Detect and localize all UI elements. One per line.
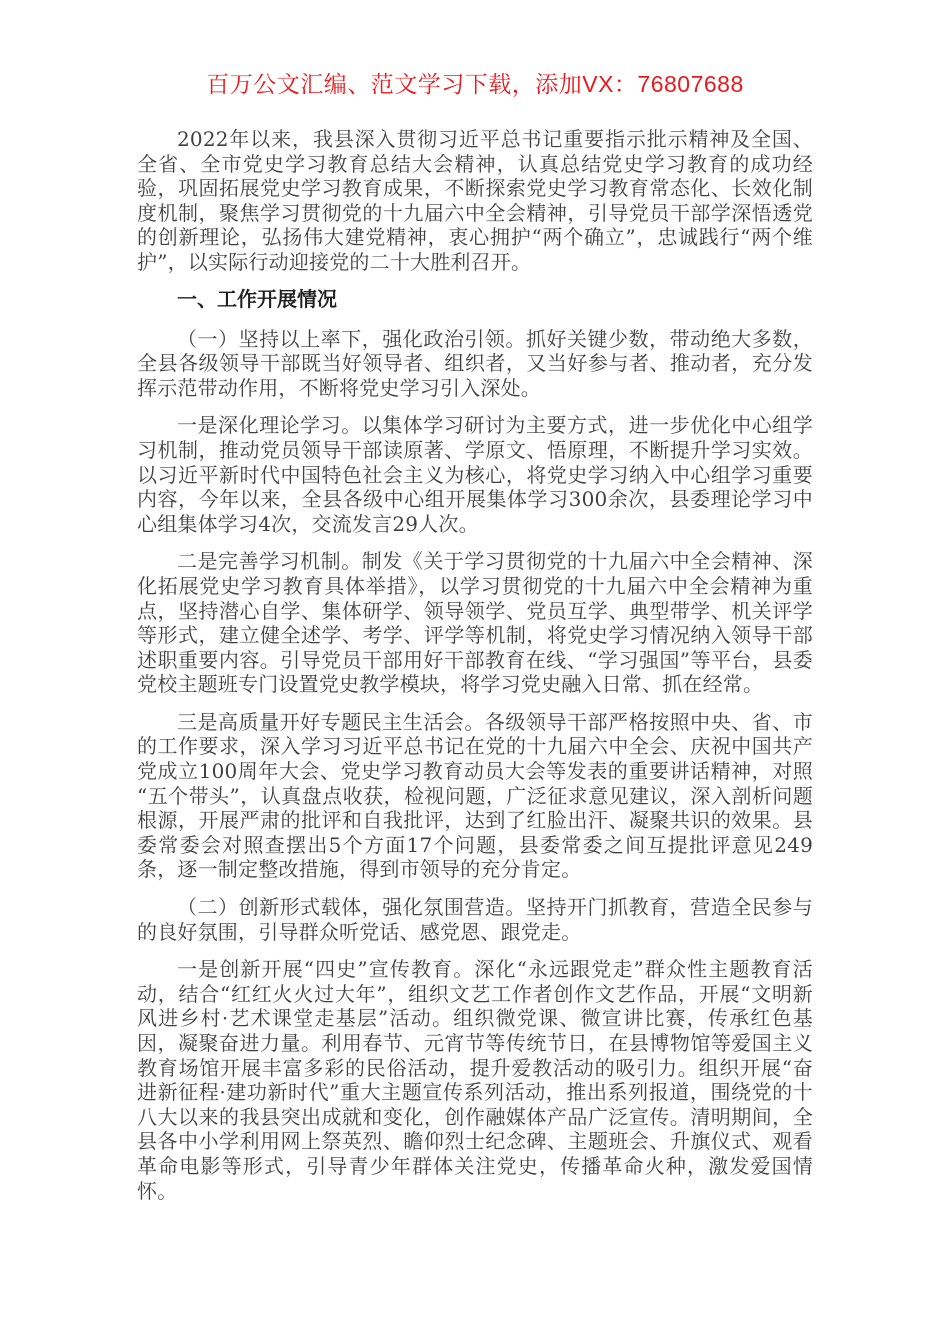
paragraph-intro: 2022年以来，我县深入贯彻习近平总书记重要指示批示精神及全国、全省、全市党史学习教育总结大会精神，认真总结党史学习教育的成功经验，巩固拓展党史学习教育成果，不断探索党史学习教育常态化、长效化制度机制，聚焦学习贯彻党的十九届六中全会精神，引导党员干部学深悟透党的创新理论，弘扬伟大建党精神，衷心拥护“两个确立”，忠诚践行“两个维护”，以实际行动迎接党的二十大胜利召开。: [137, 127, 813, 274]
paragraph-study-mechanism: 二是完善学习机制。制发《关于学习贯彻党的十九届六中全会精神、深化拓展党史学习教育具体举措》，以学习贯彻党的十九届六中全会精神为重点，坚持潜心自学、集体研学、领导领学、党员互学、典型带学、机关评学等形式，建立健全述学、考学、评学等机制，将党史学习情况纳入领导干部述职重要内容。引导党员干部用好干部教育在线、“学习强国”等平台，县委党校主题班专门设置党史教学模块，将学习党史融入日常、抓在经常。: [137, 549, 813, 697]
paragraph-theory-study: 一是深化理论学习。以集体学习研讨为主要方式，进一步优化中心组学习机制，推动党员领导干部读原著、学原文、悟原理，不断提升学习实效。以习近平新时代中国特色社会主义为核心，将党史学习纳入中心组学习重要内容，今年以来，全县各级中心组开展集体学习300余次，县委理论学习中心组集体学习4次，交流发言29人次。: [137, 413, 813, 536]
paragraph-democratic-life-meeting: 三是高质量开好专题民主生活会。各级领导干部严格按照中央、省、市的工作要求，深入学习习近平总书记在党的十九届六中全会、庆祝中国共产党成立100周年大会、党史学习教育动员大会等发表的重要讲话精神，对照“五个带头”，认真盘点收获，检视问题，广泛征求意见建议，深入剖析问题根源，开展严肃的批评和自我批评，达到了红脸出汗、凝聚共识的效果。县委常委会对照查摆出5个方面17个问题，县委常委之间互提批评意见249条，逐一制定整改措施，得到市领导的充分肯定。: [137, 709, 813, 882]
document-body: [137, 100, 813, 1203]
section-heading-work-progress: 一、工作开展情况: [177, 288, 337, 311]
paragraph-political-guidance: （一）坚持以上率下，强化政治引领。抓好关键少数，带动绝大多数，全县各级领导干部既当好领导者、组织者，又当好参与者、推动者，充分发挥示范带动作用，不断将党史学习引入深处。: [137, 326, 813, 400]
paragraph-four-histories-education: 一是创新开展“四史”宣传教育。深化“永远跟党走”群众性主题教育活动，结合“红红火火过大年”，组织文艺工作者创作文艺作品，开展“文明新风进乡村·艺术课堂走基层”活动。组织微党课、微宣讲比赛，传承红色基因，凝聚奋进力量。利用春节、元宵节等传统节日，在县博物馆等爱国主义教育场馆开展丰富多彩的民俗活动，提升爱教活动的吸引力。组织开展“奋进新征程·建功新时代”重大主题宣传系列活动，推出系列报道，围绕党的十八大以来的我县突出成就和变化，创作融媒体产品广泛宣传。清明期间，全县各中小学利用网上祭英烈、瞻仰烈士纪念碑、主题班会、升旗仪式、观看革命电影等形式，引导青少年群体关注党史，传播革命火种，激发爱国情怀。: [137, 957, 813, 1203]
promo-banner-text: 百万公文汇编、范文学习下载，添加VX：76807688: [206, 71, 744, 97]
paragraph-atmosphere-building: （二）创新形式载体，强化氛围营造。坚持开门抓教育，营造全民参与的良好氛围，引导群众听党话、感党恩、跟党走。: [137, 895, 813, 944]
